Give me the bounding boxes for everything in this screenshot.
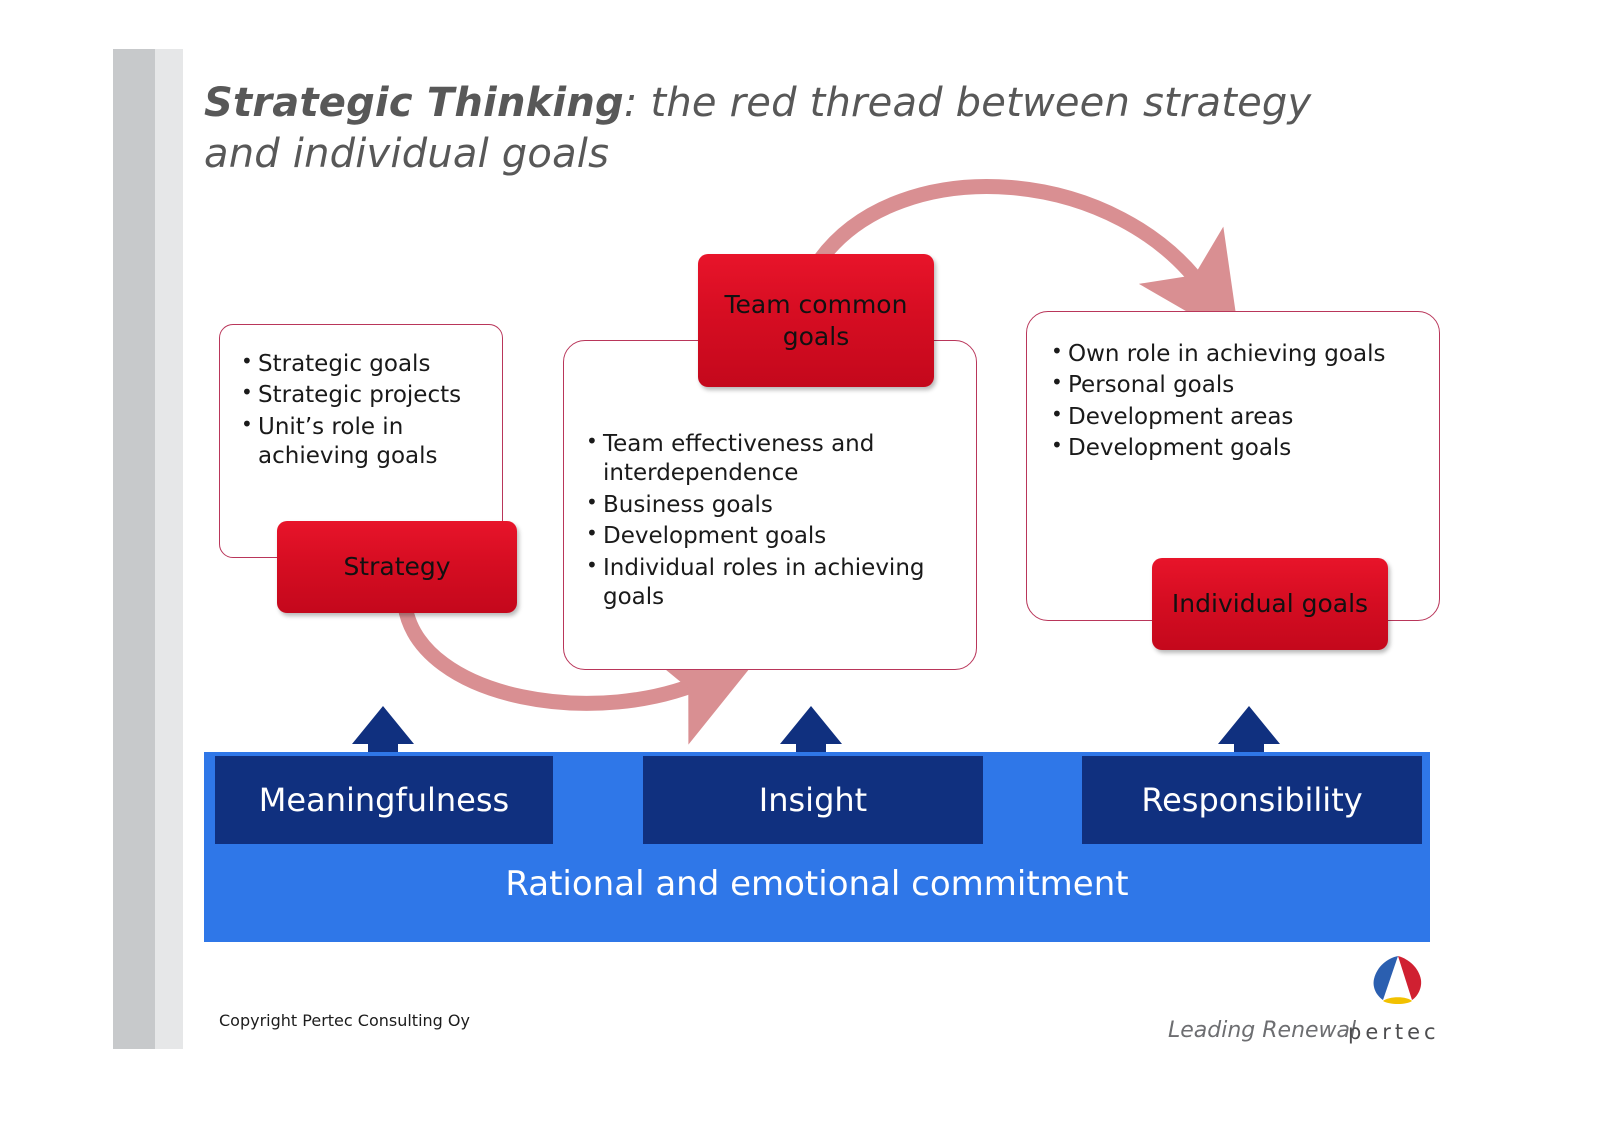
left-stripe-dark <box>113 49 155 1049</box>
pillar-label: Insight <box>758 781 868 819</box>
pillar-label: Meaningfulness <box>258 781 510 819</box>
list-item: • Development goals <box>586 522 956 551</box>
commitment-band-label: Rational and emotional commitment <box>505 864 1129 904</box>
strategy-bullet-list <box>241 350 491 474</box>
chip-individual-goals <box>1152 558 1388 650</box>
tagline-text: Leading Renewal <box>1168 1018 1357 1043</box>
left-stripe-light <box>155 49 183 1049</box>
pillar-insight <box>643 756 983 844</box>
list-item: • Personal goals <box>1051 371 1421 400</box>
pillar-responsibility <box>1082 756 1422 844</box>
page-title <box>204 78 1324 180</box>
pillar-label: Responsibility <box>1141 781 1363 819</box>
list-item: • Strategic projects <box>241 381 491 410</box>
brand-wordmark: pertec <box>1348 1020 1440 1044</box>
chip-individual-label: Individual goals <box>1171 589 1369 618</box>
list-item: • Business goals <box>586 491 956 520</box>
list-item: • Development areas <box>1051 403 1421 432</box>
page-title-rest: : the red thread between strategy and individual goals <box>204 80 1312 178</box>
list-item: • Unit’s role in achieving goals <box>241 413 491 472</box>
team-content-box <box>563 340 977 670</box>
chip-team-common-goals <box>698 254 934 387</box>
pertec-logo-icon <box>1352 952 1444 1014</box>
page-title-strong: Strategic Thinking <box>204 80 624 126</box>
pillar-meaningfulness <box>215 756 553 844</box>
chip-strategy-label: Strategy <box>343 552 451 581</box>
chip-team-label: Team common goals <box>724 289 908 351</box>
list-item: • Strategic goals <box>241 350 491 379</box>
list-item: • Individual roles in achieving goals <box>586 554 956 613</box>
copyright-text: Copyright Pertec Consulting Oy <box>219 1011 470 1030</box>
list-item: • Own role in achieving goals <box>1051 340 1421 369</box>
list-item: • Team effectiveness and interdependence <box>586 430 956 489</box>
list-item: • Development goals <box>1051 434 1421 463</box>
individual-bullet-list <box>1051 340 1421 466</box>
team-bullet-list <box>586 430 956 615</box>
chip-strategy <box>277 521 517 613</box>
